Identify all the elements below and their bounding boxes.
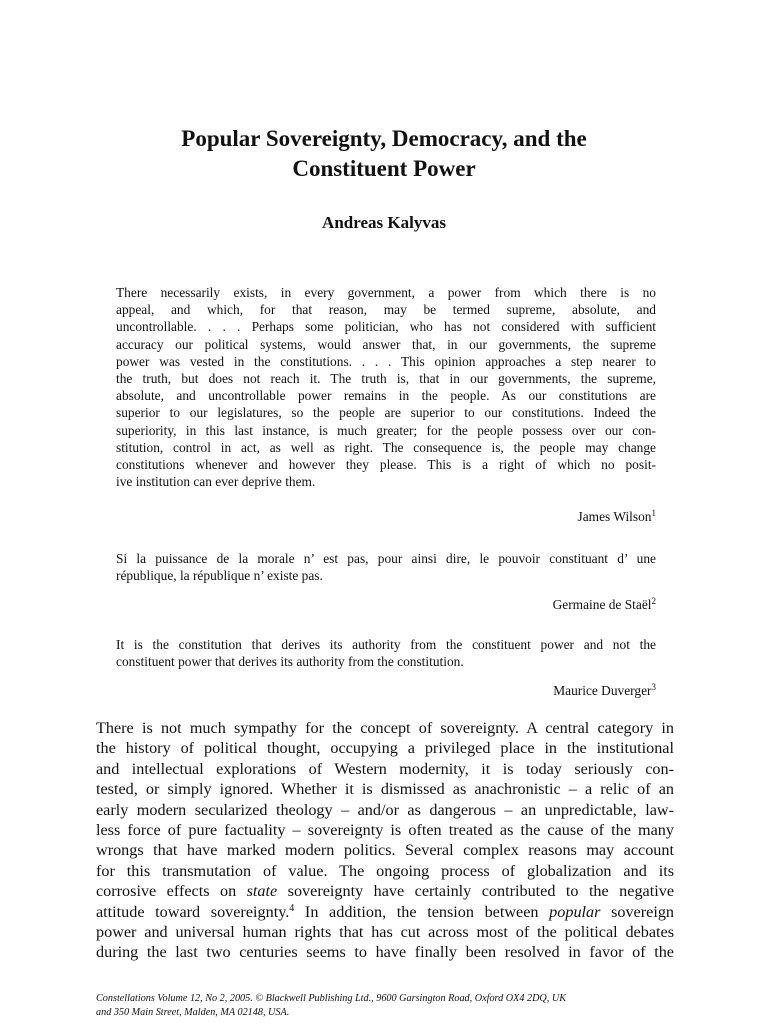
emphasis-state: state: [246, 882, 278, 901]
footnote-marker: 4: [289, 902, 295, 914]
epigraph-line: république, la république n’ existe pas.: [116, 568, 323, 584]
epigraph-stael: [116, 550, 656, 584]
epigraph-line: ive institution can ever deprive them.: [116, 474, 316, 490]
emphasis-popular: popular: [549, 902, 601, 921]
epigraph-line: power was vested in the constitutions. . . . This opinion approaches a step nearer to: [116, 353, 656, 369]
body-text: sovereign: [600, 902, 675, 921]
author-name: Andreas Kalyvas: [322, 213, 446, 232]
attribution-name: James Wilson: [577, 509, 652, 524]
body-line: tested, or simply ignored. Whether it is dismissed as anachronistic – a relic of an: [96, 780, 674, 799]
epigraph-attribution-wilson: [116, 508, 656, 526]
body-line: less force of pure factuality – sovereignty is often treated as the cause of the many: [96, 821, 674, 840]
body-text: sovereignty have certainly contributed to the negative: [277, 882, 674, 901]
body-line: early modern secularized theology – and/or as dangerous – an unpredictable, law-: [96, 800, 674, 819]
footnote-marker: 1: [651, 508, 656, 518]
title-line: Popular Sovereignty, Democracy, and the: [181, 126, 587, 151]
body-line: the history of political thought, occupying a privileged place in the institutional: [96, 739, 674, 758]
attribution-name: Germaine de Staël: [552, 597, 652, 612]
epigraph-line: uncontrollable. . . . Perhaps some politician, who has not considered with sufficient: [116, 319, 656, 335]
body-line: [96, 881, 674, 901]
title-line: Constituent Power: [292, 156, 476, 181]
footer-line: and 350 Main Street, Malden, MA 02148, USA.: [96, 1007, 290, 1018]
body-line: during the last two centuries seems to have finally been resolved in favor of the: [96, 943, 674, 962]
body-paragraph: [96, 718, 674, 963]
article-title: [0, 124, 768, 184]
body-line: There is not much sympathy for the concept of sovereignty. A central category in: [96, 719, 674, 737]
body-line: wrongs that have marked modern politics. Several complex reasons may account: [96, 841, 674, 860]
epigraph-attribution-stael: [116, 596, 656, 614]
epigraph-line: constitutions whenever and however they please. This is a right of which no posit-: [116, 457, 656, 473]
body-line: and intellectual explorations of Western modernity, it is today seriously con-: [96, 759, 674, 778]
epigraph-line: the truth, but does not reach it. The truth is, that in our governments, the supreme,: [116, 371, 656, 387]
epigraph-duverger: [116, 636, 656, 670]
body-text: In addition, the tension between: [294, 902, 550, 921]
epigraph-line: Si la puissance de la morale n’ est pas, pour ainsi dire, le pouvoir constituant d’ une: [116, 551, 656, 566]
epigraph-line: superior to our legislatures, so the people are superior to our constitutions. Indeed the: [116, 405, 656, 421]
epigraph-line: stitution, control in act, as well as right. The consequence is, the people may change: [116, 439, 656, 455]
footnote-marker: 3: [651, 682, 656, 692]
epigraph-line: accuracy our political systems, would answer that, in our governments, the supreme: [116, 336, 656, 352]
body-line: for this transmutation of value. The ongoing process of globalization and its: [96, 861, 674, 880]
epigraph-attribution-duverger: [116, 682, 656, 700]
epigraph-line: It is the constitution that derives its authority from the constituent power and not the: [116, 637, 656, 652]
attribution-name: Maurice Duverger: [553, 683, 652, 698]
body-text: attitude toward sovereignty.: [96, 902, 290, 921]
footer-line: Constellations Volume 12, No 2, 2005. © Blackwell Publishing Ltd., 9600 Garsington Road, Oxford OX4 2DQ, UK: [96, 993, 567, 1004]
epigraph-line: There necessarily exists, in every government, a power from which there is no: [116, 285, 656, 300]
body-line: power and universal human rights that has cut across most of the political debates: [96, 923, 674, 942]
journal-footer: [96, 992, 674, 1020]
footnote-marker: 2: [651, 596, 656, 606]
epigraph-line: superiority, in this last instance, is much greater; for the people possess over our con-: [116, 422, 656, 438]
epigraph-line: constituent power that derives its authority from the constitution.: [116, 654, 464, 670]
body-text: corrosive effects on: [96, 882, 247, 901]
epigraph-wilson: [116, 284, 656, 490]
epigraph-line: appeal, and which, for that reason, may be termed supreme, absolute, and: [116, 302, 656, 318]
body-line: [96, 902, 674, 922]
epigraph-line: absolute, and uncontrollable power remains in the people. As our constitutions are: [116, 388, 656, 404]
